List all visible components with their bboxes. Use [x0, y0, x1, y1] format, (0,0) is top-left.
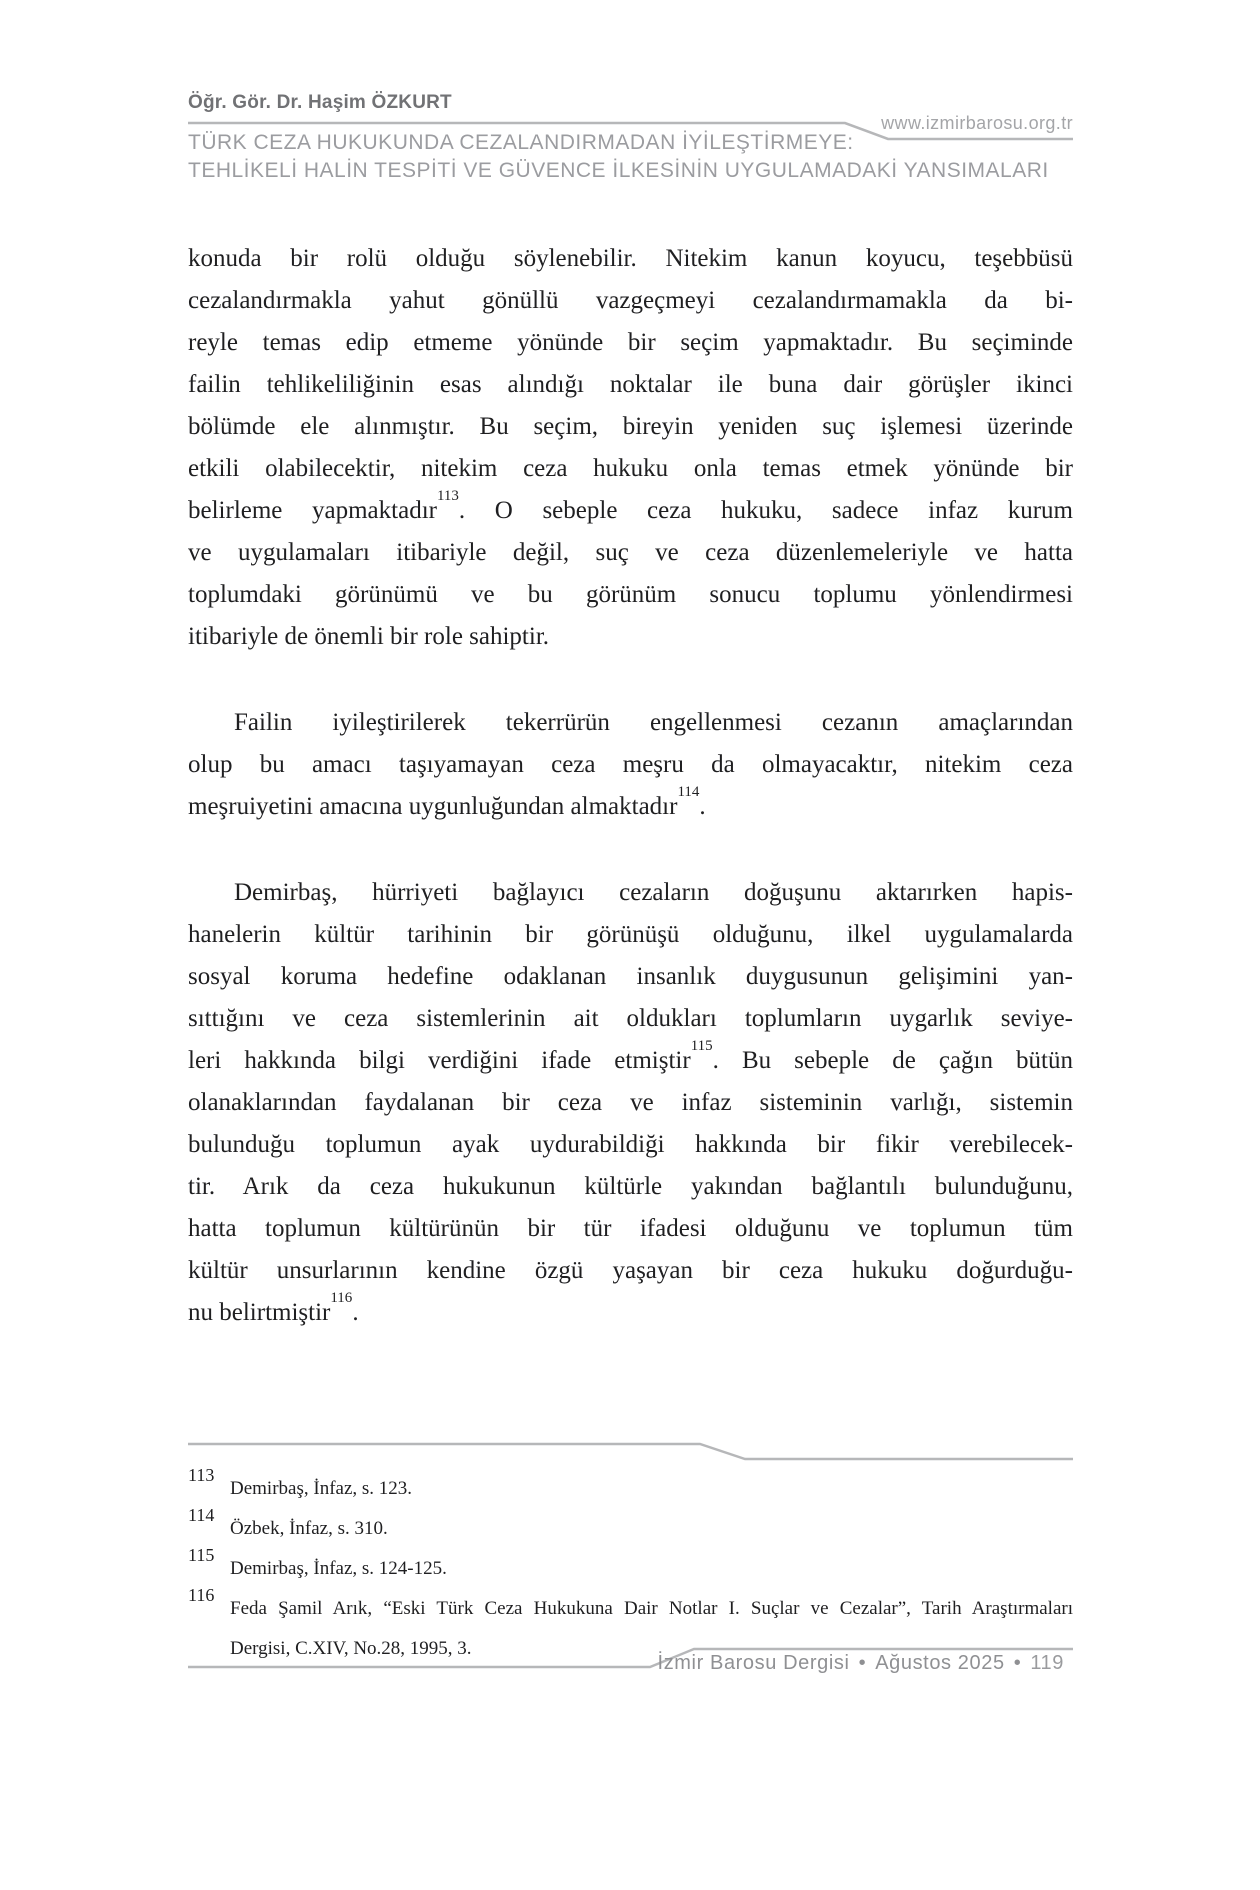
footnote-number: 116 [188, 1585, 215, 1605]
site-url: www.izmirbarosu.org.tr [881, 113, 1073, 133]
body-line: meşruiyetini amacına uygunluğundan almaktadır$^{114}$. [188, 786, 1073, 828]
article-title-line-2: TEHLİKELİ HALİN TESPİTİ VE GÜVENCE İLKESİNİN UYGULAMADAKİ YANSIMALARI [188, 159, 1049, 182]
body-line: toplumdaki görünümü ve bu görünüm sonucu toplumu yönlendirmesi [188, 581, 1073, 608]
author-name: Öğr. Gör. Dr. Haşim ÖZKURT [188, 92, 452, 113]
body-line: itibariyle de önemli bir role sahiptir. [188, 623, 550, 650]
paragraph [188, 872, 1073, 1334]
body-line: sosyal koruma hedefine odaklanan insanlık duygusunun gelişimini yan- [188, 963, 1073, 990]
journal-name: İzmir Barosu Dergisi [657, 1652, 850, 1674]
article-title-line-1: TÜRK CEZA HUKUKUNDA CEZALANDIRMADAN İYİLEŞTİRMEYE: [188, 131, 854, 154]
article-title [188, 129, 1049, 185]
footnote-text: Dergisi, C.XIV, No.28, 1995, 3. [230, 1638, 472, 1659]
footnote-text: Feda Şamil Arık, “Eski Türk Ceza Hukukuna Dair Notlar I. Suçlar ve Cezalar”, Tarih Araştırmaları [230, 1598, 1073, 1619]
body-line: olanaklarından faydalanan bir ceza ve infaz sisteminin varlığı, sistemin [188, 1089, 1073, 1116]
page-footer [658, 1652, 1064, 1675]
body-line: leri hakkında bilgi verdiğini ifade etmiştir$^{115}$. Bu sebeple de çağın bütün [188, 1040, 1073, 1082]
footnote-reference: 116 [330, 1292, 353, 1306]
body-line: hatta toplumun kültürünün bir tür ifadesi olduğunu ve toplumun tüm [188, 1215, 1073, 1242]
paragraph [188, 702, 1073, 828]
body-line: kültür unsurlarının kendine özgü yaşayan bir ceza hukuku doğurduğu- [188, 1257, 1073, 1284]
body-line: failin tehlikeliliğinin esas alındığı noktalar ile buna dair görüşler ikinci [188, 371, 1073, 398]
footnotes-section [188, 1465, 1073, 1669]
page-body [188, 238, 1073, 1334]
footnote-number: 115 [188, 1545, 215, 1565]
footnote-reference: 113 [436, 490, 459, 504]
body-line: nu belirtmiştir$^{116}$. [188, 1292, 1073, 1334]
footnote [188, 1465, 1073, 1509]
body-line: cezalandırmakla yahut gönüllü vazgeçmeyi cezalandırmamakla da bi- [188, 287, 1073, 314]
body-line: konuda bir rolü olduğu söylenebilir. Nitekim kanun koyucu, teşebbüsü [188, 245, 1073, 272]
footnote-text: Demirbaş, İnfaz, s. 123. [230, 1478, 413, 1499]
footnote-separator-rule [186, 1438, 1078, 1466]
footnote-text: Özbek, İnfaz, s. 310. [230, 1518, 388, 1539]
page-number: 119 [1030, 1652, 1064, 1674]
bullet-separator: • [1013, 1652, 1022, 1674]
footnote-text: Demirbaş, İnfaz, s. 124-125. [230, 1558, 447, 1579]
body-line: bulunduğu toplumun ayak uydurabildiği hakkında bir fikir verebilecek- [188, 1131, 1073, 1158]
body-line: sıttığını ve ceza sistemlerinin ait oldukları toplumların uygarlık seviye- [188, 1005, 1073, 1032]
footnote [188, 1545, 1073, 1589]
paragraph [188, 238, 1073, 658]
body-line: hanelerin kültür tarihinin bir görünüşü olduğunu, ilkel uygulamalarda [188, 921, 1073, 948]
issue-date: Ağustos 2025 [875, 1652, 1005, 1674]
footnote-number: 113 [188, 1465, 215, 1485]
footnote-number: 114 [188, 1505, 215, 1525]
body-line: bölümde ele alınmıştır. Bu seçim, bireyin yeniden suç işlemesi üzerinde [188, 413, 1073, 440]
body-line: Demirbaş, hürriyeti bağlayıcı cezaların doğuşunu aktarırken hapis- [234, 879, 1073, 906]
body-line: tir. Arık da ceza hukukunun kültürle yakından bağlantılı bulunduğunu, [188, 1173, 1073, 1200]
footnote-reference: 114 [677, 786, 700, 800]
body-line: etkili olabilecektir, nitekim ceza hukuku onla temas etmek yönünde bir [188, 455, 1073, 482]
bullet-separator: • [858, 1652, 867, 1674]
body-line: olup bu amacı taşıyamayan ceza meşru da olmayacaktır, nitekim ceza [188, 751, 1073, 778]
footnote [188, 1505, 1073, 1549]
body-line: reyle temas edip etmeme yönünde bir seçim yapmaktadır. Bu seçiminde [188, 329, 1073, 356]
body-line: Failin iyileştirilerek tekerrürün engellenmesi cezanın amaçlarından [234, 709, 1073, 736]
body-line: belirleme yapmaktadır$^{113}$. O sebeple ceza hukuku, sadece infaz kurum [188, 490, 1073, 532]
footnote-reference: 115 [690, 1040, 713, 1054]
body-line: ve uygulamaları itibariyle değil, suç ve ceza düzenlemeleriyle ve hatta [188, 539, 1073, 566]
